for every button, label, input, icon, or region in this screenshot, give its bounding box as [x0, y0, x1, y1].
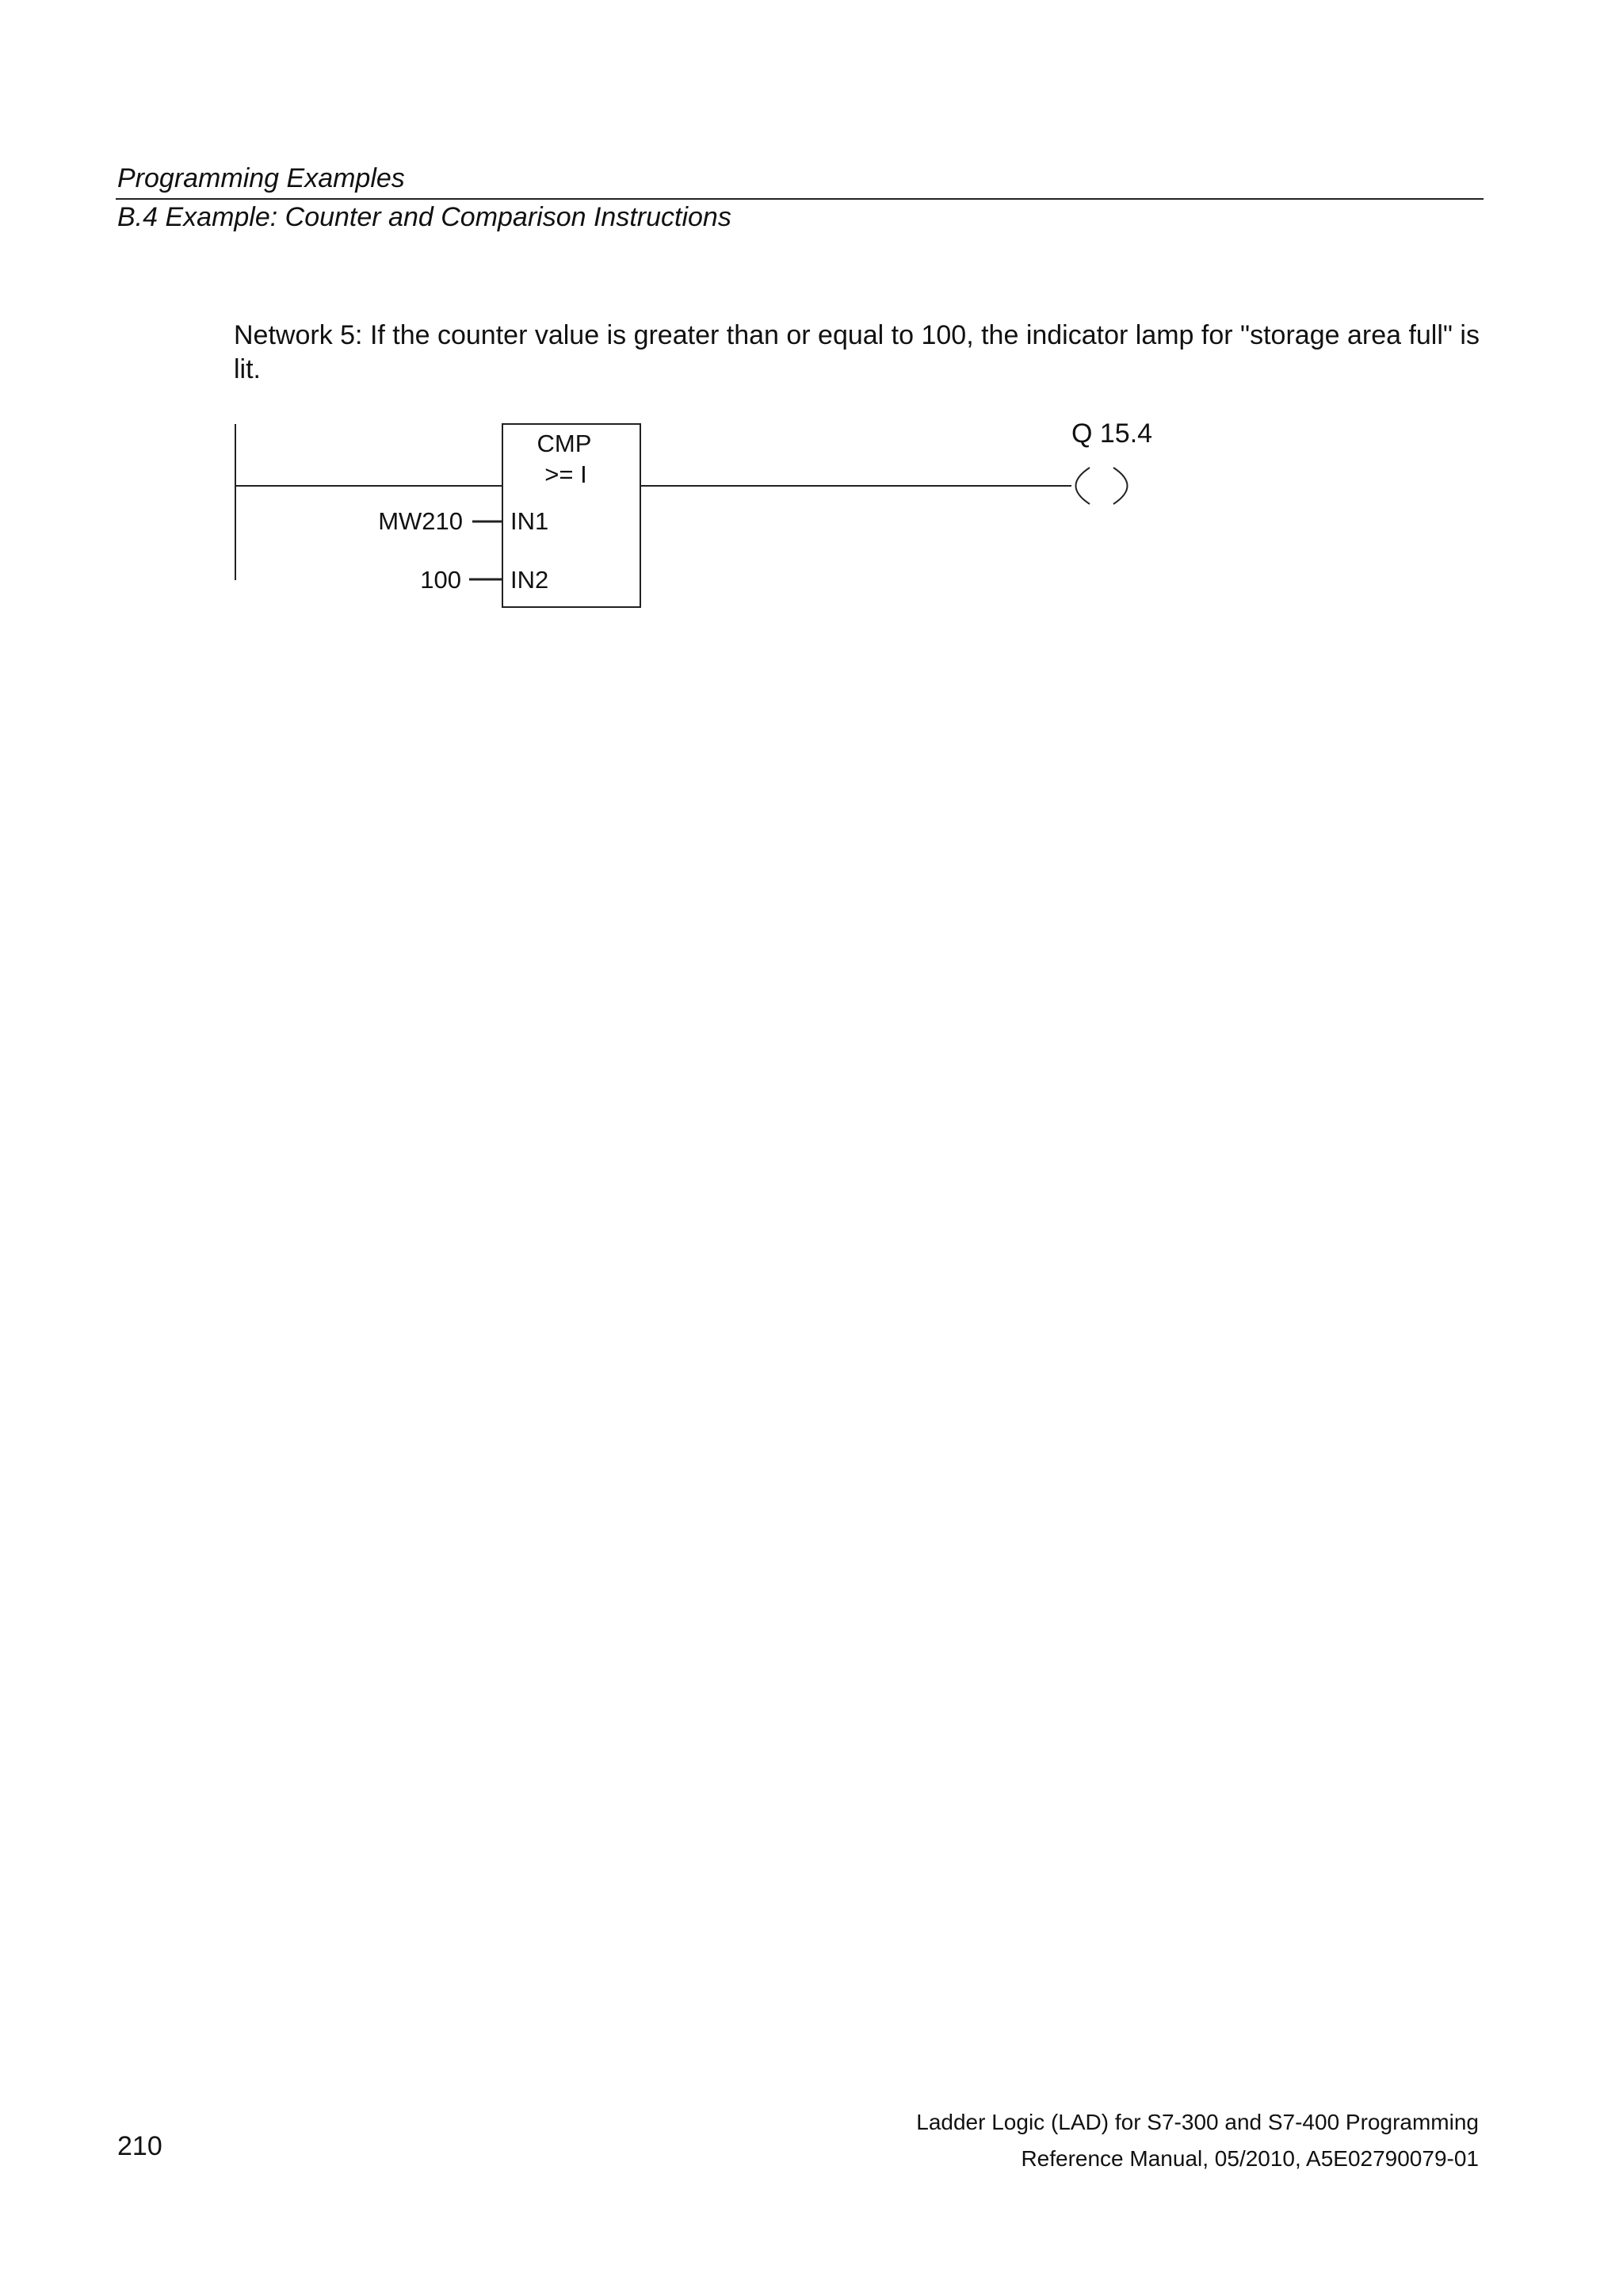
coil-right-arc: [1113, 468, 1128, 504]
input2-pin-label: IN2: [510, 566, 549, 594]
input1-operand: MW210: [378, 507, 463, 535]
input1-pin-label: IN1: [510, 507, 549, 535]
header-subsection-title: B.4 Example: Counter and Comparison Instructions: [117, 202, 731, 232]
page-number: 210: [117, 2131, 162, 2161]
block-name: CMP: [537, 430, 592, 457]
block-operation: >= I: [544, 460, 587, 488]
coil-left-arc: [1076, 468, 1090, 504]
ladder-diagram: [0, 0, 1623, 713]
input2-operand: 100: [420, 566, 461, 594]
manual-title: Ladder Logic (LAD) for S7-300 and S7-400 Programming: [916, 2110, 1479, 2134]
network-description: Network 5: If the counter value is greater than or equal to 100, the indicator lamp for "storage area full" is lit.: [234, 320, 1480, 384]
header-section-title: Programming Examples: [117, 163, 405, 193]
manual-edition: Reference Manual, 05/2010, A5E02790079-01: [1021, 2146, 1479, 2171]
footer-manual-info: [916, 2104, 1479, 2177]
coil-address: Q 15.4: [1071, 418, 1153, 449]
